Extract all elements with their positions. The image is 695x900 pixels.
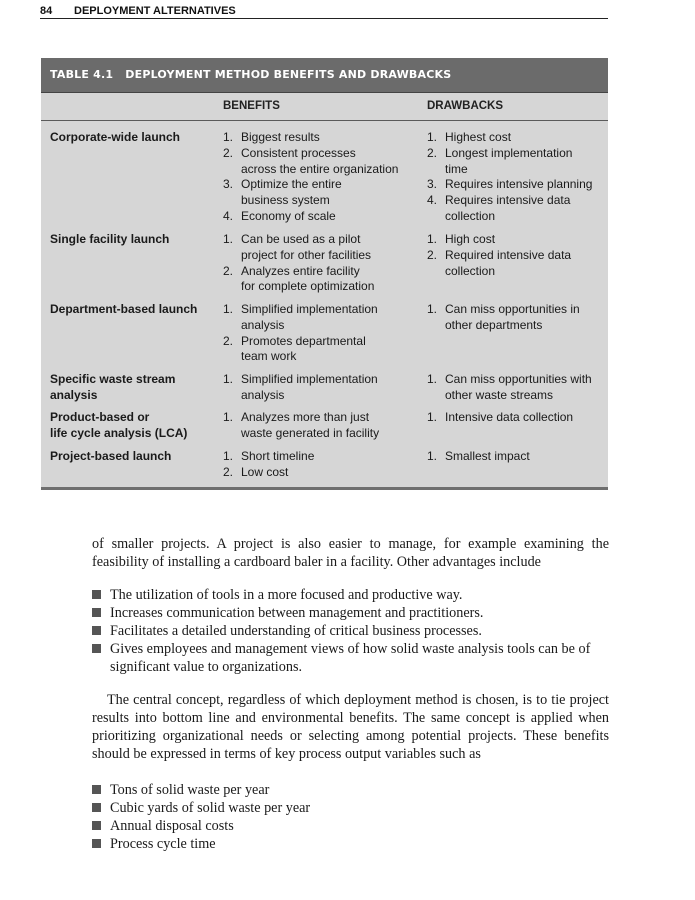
square-bullet-icon	[92, 644, 101, 653]
running-header	[40, 5, 608, 19]
benefit-item	[223, 410, 423, 442]
item-text: Short timeline	[241, 449, 315, 463]
benefits-cell	[223, 372, 423, 404]
drawbacks-cell	[427, 372, 607, 404]
drawbacks-cell	[427, 130, 607, 225]
item-text: Promotes departmental team work	[241, 333, 366, 364]
list-item	[92, 622, 609, 640]
drawback-item	[427, 302, 607, 334]
row-label	[50, 449, 220, 465]
table-4-1	[41, 58, 608, 490]
list-item	[92, 799, 609, 817]
item-text: Can miss opportunities with other waste streams	[445, 372, 592, 402]
row-label-line: analysis	[50, 387, 98, 402]
benefit-item	[223, 465, 423, 481]
drawbacks-column-header: DRAWBACKS	[427, 100, 504, 112]
square-bullet-icon	[92, 785, 101, 794]
list-item-text: Cubic yards of solid waste per year	[110, 800, 311, 816]
drawbacks-cell	[427, 232, 607, 279]
item-text: Required intensive data collection	[445, 247, 572, 278]
item-number: 1.	[427, 302, 438, 316]
row-label	[50, 302, 220, 318]
item-number: 1.	[223, 410, 234, 424]
drawbacks-cell	[427, 449, 607, 465]
drawback-item	[427, 177, 607, 193]
list-item-text: Gives employees and management views of how solid waste analysis tools can be of significant value to organizations.	[110, 641, 591, 675]
paragraph-continuation: of smaller projects. A project is also easier to manage, for example examining the feasibility of installing a cardboard baler in a facility. Other advantages include	[92, 536, 609, 570]
item-text: Consistent processes across the entire organization	[241, 145, 399, 176]
list-item-text: Facilitates a detailed understanding of critical business processes.	[110, 623, 482, 639]
benefit-item	[223, 449, 423, 465]
drawback-item	[427, 130, 607, 146]
page-number: 84	[40, 5, 53, 17]
drawbacks-cell	[427, 302, 607, 334]
benefit-item	[223, 334, 423, 366]
item-text: Longest implementation time	[445, 145, 573, 176]
item-text: Analyzes entire facility for complete optimization	[241, 263, 375, 294]
square-bullet-icon	[92, 803, 101, 812]
row-label	[50, 410, 220, 442]
item-number: 1.	[223, 449, 234, 463]
item-number: 3.	[223, 177, 234, 192]
item-text: High cost	[445, 232, 496, 246]
benefit-item	[223, 372, 423, 404]
item-text: Optimize the entire business system	[241, 177, 342, 208]
benefits-column-header: BENEFITS	[223, 100, 280, 112]
item-number: 3.	[427, 177, 438, 192]
list-item	[92, 604, 609, 622]
row-label	[50, 130, 220, 146]
item-text: Simplified implementation analysis	[241, 372, 378, 402]
item-text: Can be used as a pilot project for other facilities	[241, 232, 372, 262]
benefits-cell	[223, 232, 423, 295]
row-label-line: Specific waste stream	[50, 372, 176, 386]
drawbacks-cell	[427, 410, 607, 426]
item-number: 1.	[223, 302, 234, 316]
benefit-item	[223, 146, 423, 178]
item-number: 2.	[223, 145, 234, 160]
item-number: 2.	[223, 333, 234, 348]
item-text: Requires intensive data collection	[445, 193, 571, 223]
drawback-item	[427, 248, 607, 280]
list-item-text: Increases communication between management and practitioners.	[110, 605, 484, 621]
paragraph-central-concept: The central concept, regardless of which deployment method is chosen, is to tie project results into bottom line and environmental benefits. The same concept is applied when prioritizing organizational needs or selecting among potential projects. These benefits should be expressed in terms of key process output variables such as	[92, 692, 609, 762]
drawback-item	[427, 410, 607, 426]
item-text: Can miss opportunities in other departments	[445, 302, 580, 332]
row-label	[50, 232, 220, 248]
item-number: 2.	[427, 145, 438, 160]
square-bullet-icon	[92, 590, 101, 599]
item-number: 1.	[223, 130, 234, 144]
benefit-item	[223, 177, 423, 209]
square-bullet-icon	[92, 626, 101, 635]
item-text: Highest cost	[445, 130, 512, 144]
body-text	[92, 535, 609, 853]
running-title: DEPLOYMENT ALTERNATIVES	[74, 5, 236, 17]
row-label-line: Project-based launch	[50, 449, 172, 463]
row-label-line: Corporate-wide launch	[50, 130, 181, 144]
item-text: Simplified implementation analysis	[241, 302, 378, 332]
item-text: Smallest impact	[445, 449, 530, 463]
item-number: 1.	[427, 372, 438, 386]
item-number: 1.	[427, 130, 438, 144]
benefits-cell	[223, 449, 423, 481]
item-text: Low cost	[241, 464, 289, 479]
item-number: 2.	[223, 263, 234, 278]
row-label-line: Department-based launch	[50, 302, 198, 316]
row-label-line: Product-based or	[50, 410, 150, 424]
item-number: 4.	[223, 208, 234, 223]
item-number: 2.	[223, 464, 234, 479]
row-label-line: Single facility launch	[50, 232, 170, 246]
list-item	[92, 586, 609, 604]
list-item	[92, 640, 609, 676]
item-text: Biggest results	[241, 130, 320, 144]
square-bullet-icon	[92, 821, 101, 830]
benefit-item	[223, 302, 423, 334]
drawback-item	[427, 232, 607, 248]
benefit-item	[223, 232, 423, 264]
benefits-cell	[223, 130, 423, 225]
list-item	[92, 781, 609, 799]
drawback-item	[427, 193, 607, 225]
list-item-text: The utilization of tools in a more focused and productive way.	[110, 587, 463, 603]
item-text: Requires intensive planning	[445, 177, 593, 192]
item-number: 1.	[427, 449, 438, 463]
item-number: 1.	[427, 410, 438, 424]
benefit-item	[223, 264, 423, 296]
item-number: 2.	[427, 247, 438, 262]
benefit-item	[223, 209, 423, 225]
square-bullet-icon	[92, 608, 101, 617]
item-number: 1.	[427, 232, 438, 246]
square-bullet-icon	[92, 839, 101, 848]
output-variables-list	[92, 781, 609, 853]
item-text: Analyzes more than just waste generated in facility	[241, 410, 380, 440]
drawback-item	[427, 146, 607, 178]
row-label	[50, 372, 220, 404]
item-number: 1.	[223, 232, 234, 246]
item-number: 4.	[427, 193, 438, 208]
benefits-cell	[223, 302, 423, 365]
item-text: Economy of scale	[241, 208, 336, 223]
list-item	[92, 835, 609, 853]
list-item-text: Annual disposal costs	[110, 818, 234, 834]
benefit-item	[223, 130, 423, 146]
drawback-item	[427, 449, 607, 465]
item-text: Intensive data collection	[445, 410, 574, 424]
list-item-text: Process cycle time	[110, 836, 216, 852]
list-item-text: Tons of solid waste per year	[110, 782, 270, 798]
row-label-line: life cycle analysis (LCA)	[50, 425, 188, 440]
list-item	[92, 817, 609, 835]
table-column-headers	[41, 93, 608, 121]
item-number: 1.	[223, 372, 234, 386]
benefits-cell	[223, 410, 423, 442]
table-title: TABLE 4.1 DEPLOYMENT METHOD BENEFITS AND DRAWBACKS	[41, 58, 608, 93]
advantages-list	[92, 586, 609, 676]
drawback-item	[427, 372, 607, 404]
